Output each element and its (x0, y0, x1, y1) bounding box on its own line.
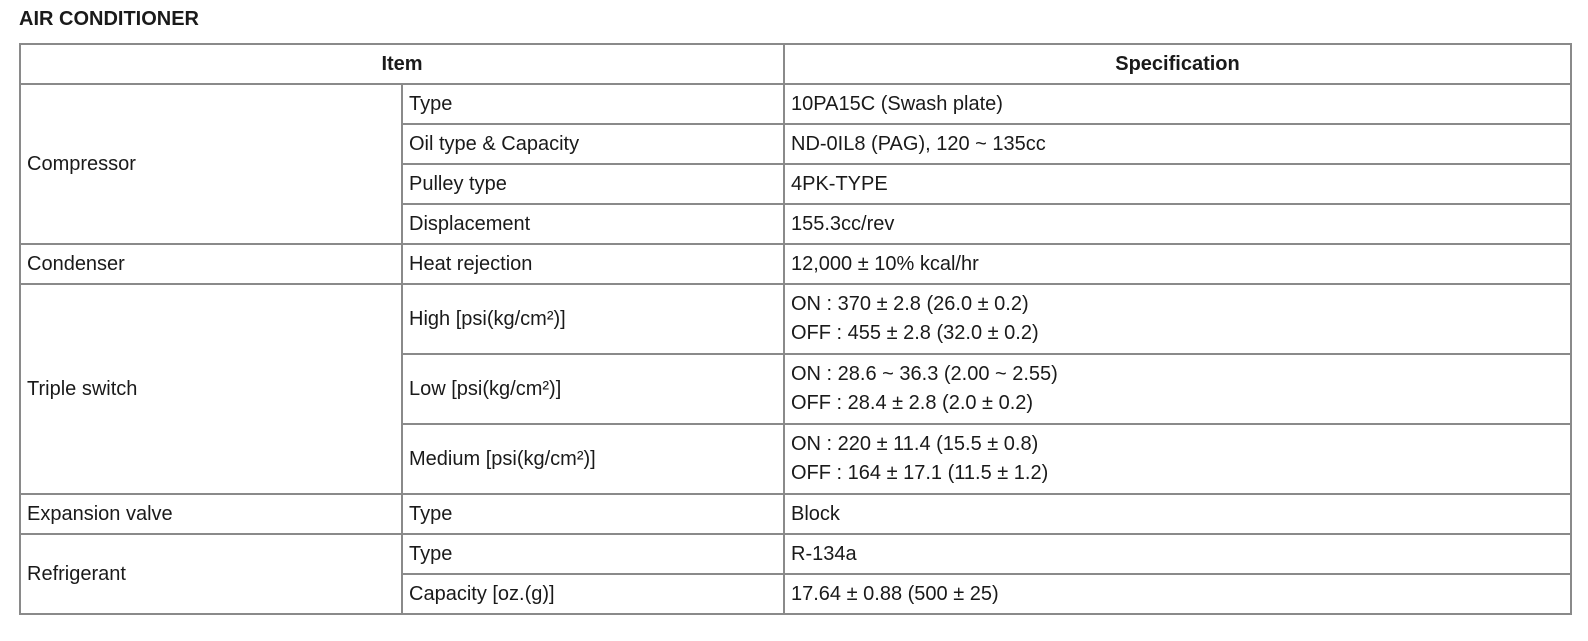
group-label: Triple switch (20, 284, 402, 494)
spec-line: Block (791, 502, 840, 525)
item-label: Capacity [oz.(g)] (402, 574, 784, 614)
table-row (20, 534, 1571, 574)
document-title: AIR CONDITIONER (19, 8, 199, 30)
spec-value (784, 354, 1571, 424)
item-label: Heat rejection (402, 244, 784, 284)
group-label: Expansion valve (20, 494, 402, 534)
spec-table (19, 43, 1572, 615)
spec-line: 17.64 ± 0.88 (500 ± 25) (791, 582, 999, 605)
group-label: Compressor (20, 84, 402, 244)
spec-line: ON : 28.6 ~ 36.3 (2.00 ~ 2.55) (791, 363, 1058, 385)
spec-line: OFF : 164 ± 17.1 (11.5 ± 1.2) (791, 462, 1049, 484)
table-row (20, 84, 1571, 124)
spec-line: 12,000 ± 10% kcal/hr (791, 252, 979, 275)
spec-line: ON : 370 ± 2.8 (26.0 ± 0.2) (791, 293, 1029, 315)
item-label: Type (402, 534, 784, 574)
item-label: Medium [psi(kg/cm²)] (402, 424, 784, 494)
header-specification: Specification (784, 44, 1571, 84)
spec-value (784, 244, 1571, 284)
spec-value (784, 494, 1571, 534)
spec-value (784, 284, 1571, 354)
item-label: Type (402, 494, 784, 534)
spec-line: 10PA15C (Swash plate) (791, 92, 1003, 115)
spec-value (784, 574, 1571, 614)
spec-value (784, 534, 1571, 574)
item-label: High [psi(kg/cm²)] (402, 284, 784, 354)
item-label: Type (402, 84, 784, 124)
item-label: Displacement (402, 204, 784, 244)
item-label: Low [psi(kg/cm²)] (402, 354, 784, 424)
header-item: Item (20, 44, 784, 84)
header-row (20, 44, 1571, 84)
group-label: Refrigerant (20, 534, 402, 614)
group-label: Condenser (20, 244, 402, 284)
spec-line: 4PK-TYPE (791, 172, 888, 195)
table-row (20, 284, 1571, 354)
spec-value (784, 424, 1571, 494)
spec-line: 155.3cc/rev (791, 212, 895, 235)
spec-value (784, 164, 1571, 204)
table-row (20, 494, 1571, 534)
spec-line: OFF : 28.4 ± 2.8 (2.0 ± 0.2) (791, 392, 1034, 414)
spec-value (784, 124, 1571, 164)
spec-table-body (20, 84, 1571, 614)
table-row (20, 244, 1571, 284)
spec-value (784, 204, 1571, 244)
spec-line: ND-0IL8 (PAG), 120 ~ 135cc (791, 132, 1046, 155)
spec-value (784, 84, 1571, 124)
item-label: Pulley type (402, 164, 784, 204)
spec-line: OFF : 455 ± 2.8 (32.0 ± 0.2) (791, 322, 1039, 344)
spec-line: ON : 220 ± 11.4 (15.5 ± 0.8) (791, 433, 1039, 455)
item-label: Oil type & Capacity (402, 124, 784, 164)
spec-line: R-134a (791, 542, 857, 565)
